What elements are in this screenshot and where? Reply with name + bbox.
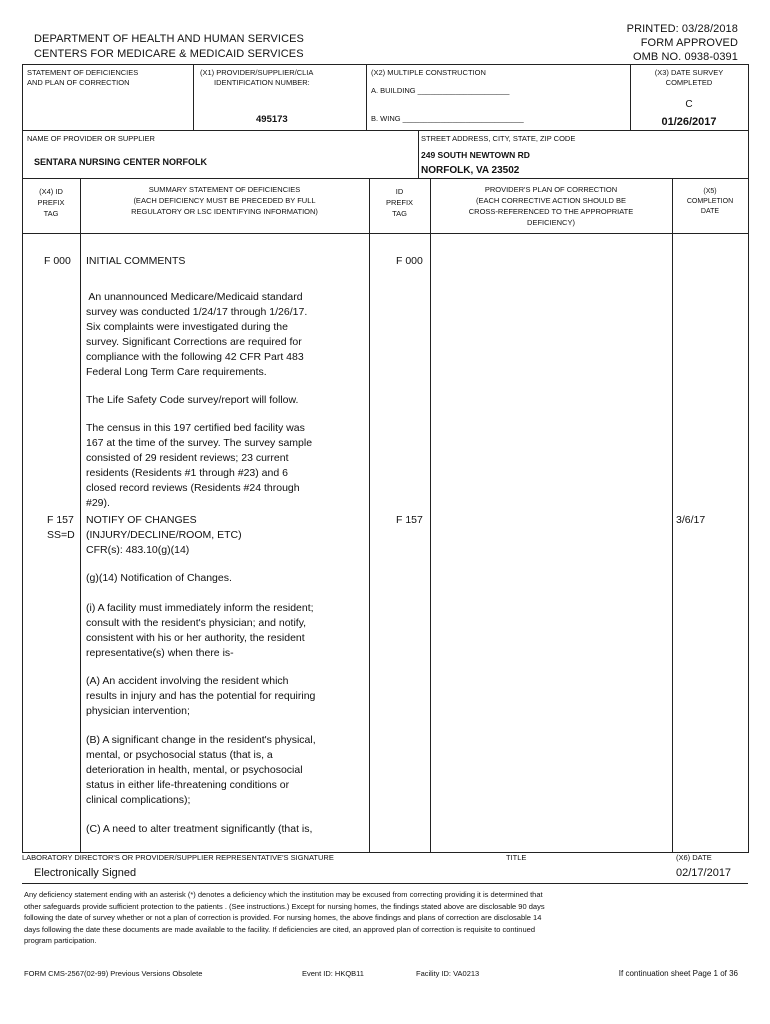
address-label: STREET ADDRESS, CITY, STATE, ZIP CODE xyxy=(421,134,576,143)
text-line: representative(s) when there is- xyxy=(86,647,234,659)
text-line: status in either life-threatening conditions or xyxy=(86,779,290,791)
text-line: residents (Residents #1 through #23) and 6 xyxy=(86,467,288,479)
id-header-3: TAG xyxy=(392,209,407,218)
text-line: days following the date these documents are made available to the facility. If deficiencies are cited, an approved plan of correction is requisite to continued xyxy=(24,924,535,934)
tag-ss: SS=D xyxy=(47,529,75,541)
text-line: mental, or psychosocial status (that is, a xyxy=(86,749,273,761)
text-line: closed record reviews (Residents #24 through xyxy=(86,482,300,494)
x2-label: (X2) MULTIPLE CONSTRUCTION xyxy=(371,68,486,77)
agency-name-line1: DEPARTMENT OF HEALTH AND HUMAN SERVICES xyxy=(34,33,304,45)
footer-form: FORM CMS-2567(02-99) Previous Versions Obsolete xyxy=(24,969,203,978)
summary-header-1: SUMMARY STATEMENT OF DEFICIENCIES xyxy=(148,185,301,194)
footer-page: If continuation sheet Page 1 of 36 xyxy=(618,969,738,978)
x5-header-3: DATE xyxy=(700,208,720,215)
right-border xyxy=(748,64,749,853)
left-border xyxy=(22,64,23,853)
body-paragraph-g14: (g)(14) Notification of Changes. xyxy=(86,572,232,584)
text-line: (A) An accident involving the resident which xyxy=(86,675,289,687)
x4-header-1: (X4) ID xyxy=(39,187,63,196)
omb-number: OMB NO. 0938-0391 xyxy=(632,51,738,63)
summary-header-3: REGULATORY OR LSC IDENTIFYING INFORMATION) xyxy=(131,207,318,216)
address-line2: NORFOLK, VA 23502 xyxy=(421,165,520,176)
body-paragraph-a xyxy=(86,674,366,719)
x1-label-2: IDENTIFICATION NUMBER: xyxy=(214,78,310,87)
text-line: consisted of 29 resident reviews; 23 current xyxy=(86,452,289,464)
tag-f157-left: F 157 xyxy=(47,514,74,526)
provider-number: 495173 xyxy=(256,114,288,125)
footer-event-id: Event ID: HKQB11 xyxy=(302,969,364,978)
signature-value: Electronically Signed xyxy=(34,867,137,879)
text-line: survey. Significant Corrections are required for xyxy=(86,336,302,348)
form-approved: FORM APPROVED xyxy=(640,37,738,49)
id-header-2: PREFIX xyxy=(385,198,414,207)
text-line: (INJURY/DECLINE/ROOM, ETC) xyxy=(86,529,242,541)
divider xyxy=(22,883,748,884)
agency-name-line2: CENTERS FOR MEDICARE & MEDICAID SERVICES xyxy=(34,48,304,60)
signature-label: LABORATORY DIRECTOR'S OR PROVIDER/SUPPLIER REPRESENTATIVE'S SIGNATURE xyxy=(22,853,334,862)
address-line1: 249 SOUTH NEWTOWN RD xyxy=(421,150,530,160)
statement-label-1: STATEMENT OF DEFICIENCIES xyxy=(27,68,139,77)
divider xyxy=(22,233,748,234)
x3-label-2: COMPLETED xyxy=(665,78,713,87)
title-label: TITLE xyxy=(506,853,527,862)
printed-date: PRINTED: 03/28/2018 xyxy=(626,23,738,35)
tag-f000-right: F 000 xyxy=(396,255,423,267)
wing-label: B. WING _____________________________ xyxy=(371,114,524,123)
body-paragraph-c: (C) A need to alter treatment significantly (that is, xyxy=(86,823,313,835)
tag-f000-left: F 000 xyxy=(44,255,71,267)
plan-header-1: PROVIDER'S PLAN OF CORRECTION xyxy=(484,185,618,194)
provider-name: SENTARA NURSING CENTER NORFOLK xyxy=(34,157,207,167)
tag-f157-right: F 157 xyxy=(396,514,423,526)
text-line: consult with the resident's physician; and notify, xyxy=(86,617,307,629)
text-line: NOTIFY OF CHANGES xyxy=(86,514,197,526)
col-divider xyxy=(430,178,431,852)
summary-header-2: (EACH DEFICIENCY MUST BE PRECEDED BY FULL xyxy=(133,196,316,205)
text-line: (B) A significant change in the resident's physical, xyxy=(86,734,316,746)
text-line: An unannounced Medicare/Medicaid standard xyxy=(86,291,303,303)
provider-name-label: NAME OF PROVIDER OR SUPPLIER xyxy=(27,134,155,143)
text-line: (i) A facility must immediately inform the resident; xyxy=(86,602,314,614)
col-divider xyxy=(672,178,673,852)
plan-header-4: DEFICIENCY) xyxy=(527,218,575,227)
building-label: A. BUILDING ______________________ xyxy=(371,86,510,95)
body-paragraph-b xyxy=(86,733,366,808)
text-line: CFR(s): 483.10(g)(14) xyxy=(86,544,190,556)
signature-date: 02/17/2017 xyxy=(676,867,732,879)
x5-header-1: (X5) xyxy=(703,188,717,195)
text-line: clinical complications); xyxy=(86,794,191,806)
text-line: survey was conducted 1/24/17 through 1/26/17. xyxy=(86,306,308,318)
text-line: The census in this 197 certified bed facility was xyxy=(86,422,305,434)
divider xyxy=(366,64,367,130)
body-paragraph-survey xyxy=(86,290,366,380)
x1-label-1: (X1) PROVIDER/SUPPLIER/CLIA xyxy=(200,68,314,77)
x5-header-2: COMPLETION xyxy=(686,198,734,205)
divider xyxy=(193,64,194,130)
x3-label-1: (X3) DATE SURVEY xyxy=(654,68,724,77)
body-paragraph-i xyxy=(86,601,366,661)
initial-comments: INITIAL COMMENTS xyxy=(86,255,186,267)
text-line: Any deficiency statement ending with an asterisk (*) denotes a deficiency which the institution may be excused from correcting providing it is determined that xyxy=(24,890,543,899)
divider xyxy=(22,130,748,131)
text-line: 167 at the time of the survey. The survey sample xyxy=(86,437,313,449)
text-line: program participation. xyxy=(24,936,97,945)
text-line: #29). xyxy=(86,497,110,509)
text-line: consistent with his or her authority, the resident xyxy=(86,632,305,644)
text-line: Six complaints were investigated during the xyxy=(86,321,288,333)
text-line: Federal Long Term Care requirements. xyxy=(86,366,267,378)
x3-code: C xyxy=(685,99,693,110)
col-divider xyxy=(80,178,81,852)
disclaimer xyxy=(24,889,748,947)
text-line: compliance with the following 42 CFR Part 483 xyxy=(86,351,304,363)
divider xyxy=(418,130,419,178)
plan-header-3: CROSS-REFERENCED TO THE APPROPRIATE xyxy=(468,207,634,216)
survey-date: 01/26/2017 xyxy=(661,116,717,128)
f157-completion-date: 3/6/17 xyxy=(676,514,706,526)
text-line: physician intervention; xyxy=(86,705,190,717)
top-border xyxy=(22,64,748,65)
text-line: deterioration in health, mental, or psychosocial xyxy=(86,764,303,776)
plan-header-2: (EACH CORRECTIVE ACTION SHOULD BE xyxy=(475,196,627,205)
footer-facility-id: Facility ID: VA0213 xyxy=(416,969,480,978)
f157-title-block xyxy=(86,513,366,558)
id-header-1: ID xyxy=(395,187,404,196)
date-label: (X6) DATE xyxy=(676,853,712,862)
body-paragraph-life-safety: The Life Safety Code survey/report will follow. xyxy=(86,394,299,406)
x4-header-3: TAG xyxy=(43,209,59,218)
text-line: results in injury and has the potential for requiring xyxy=(86,690,316,702)
divider xyxy=(22,178,748,179)
statement-label-2: AND PLAN OF CORRECTION xyxy=(27,78,130,87)
text-line: following the date of survey whether or not a plan of correction is provided. For nursing homes, the above findings and plans of correction are disclosable 14 xyxy=(24,913,542,922)
col-divider xyxy=(369,178,370,852)
x4-header-2: PREFIX xyxy=(37,198,65,207)
body-paragraph-census xyxy=(86,421,366,511)
text-line: other safeguards provide sufficient protection to the patients . (See instructions.) Except for nursing homes, the findings stated above are disclosable 90 days xyxy=(24,901,545,911)
